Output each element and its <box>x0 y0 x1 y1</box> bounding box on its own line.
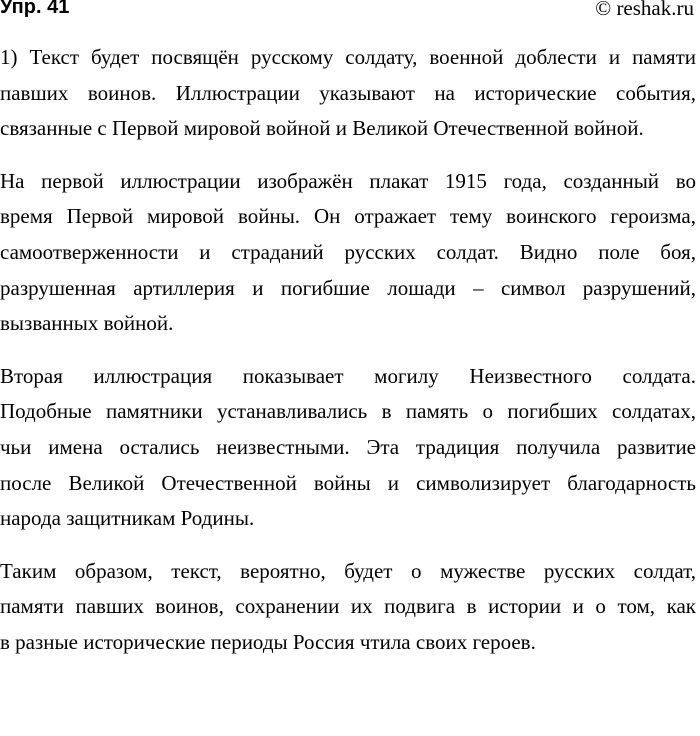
text-line: Вторая иллюстрация показывает могилу Неизвестного солдата. <box>0 363 696 388</box>
text-line: вызванных войной. <box>0 311 174 336</box>
text-line: разрушенная артиллерия и погибшие лошади – символ разрушений, <box>0 275 696 300</box>
text-line: чьи имена остались неизвестными. Эта традиция получила развитие <box>0 434 696 459</box>
header <box>0 0 694 22</box>
exercise-title: Упр. 41 <box>0 0 70 18</box>
text-line: памяти павших воинов, сохранении их подвига в истории и о том, как <box>0 594 696 619</box>
text-line: павших воинов. Иллюстрации указывают на исторические события, <box>0 80 696 105</box>
paragraph <box>0 359 696 537</box>
text-line: Подобные памятники устанавливались в память о погибших солдатах, <box>0 399 696 424</box>
text-line: связанные с Первой мировой войной и Великой Отечественной войной. <box>0 116 644 141</box>
text-line: Таким образом, текст, вероятно, будет о мужестве русских солдат, <box>0 558 696 583</box>
paragraph <box>0 164 696 342</box>
text-line: народа защитникам Родины. <box>0 506 255 531</box>
text-line: в разные исторические периоды Россия чтила своих героев. <box>0 629 536 654</box>
paragraph <box>0 40 696 147</box>
text-line: самоотверженности и страданий русских солдат. Видно поле боя, <box>0 239 696 264</box>
text-line: 1) Текст будет посвящён русскому солдату, военной доблести и памяти <box>0 45 696 69</box>
text-line: На первой иллюстрации изображён плакат 1915 года, созданный во <box>0 168 696 193</box>
answer-text <box>0 40 696 678</box>
text-line: время Первой мировой войны. Он отражает тему воинского героизма, <box>0 204 696 229</box>
paragraph <box>0 554 696 661</box>
source-credit: © reshak.ru <box>595 0 694 20</box>
text-line: после Великой Отечественной войны и символизирует благодарность <box>0 470 696 495</box>
